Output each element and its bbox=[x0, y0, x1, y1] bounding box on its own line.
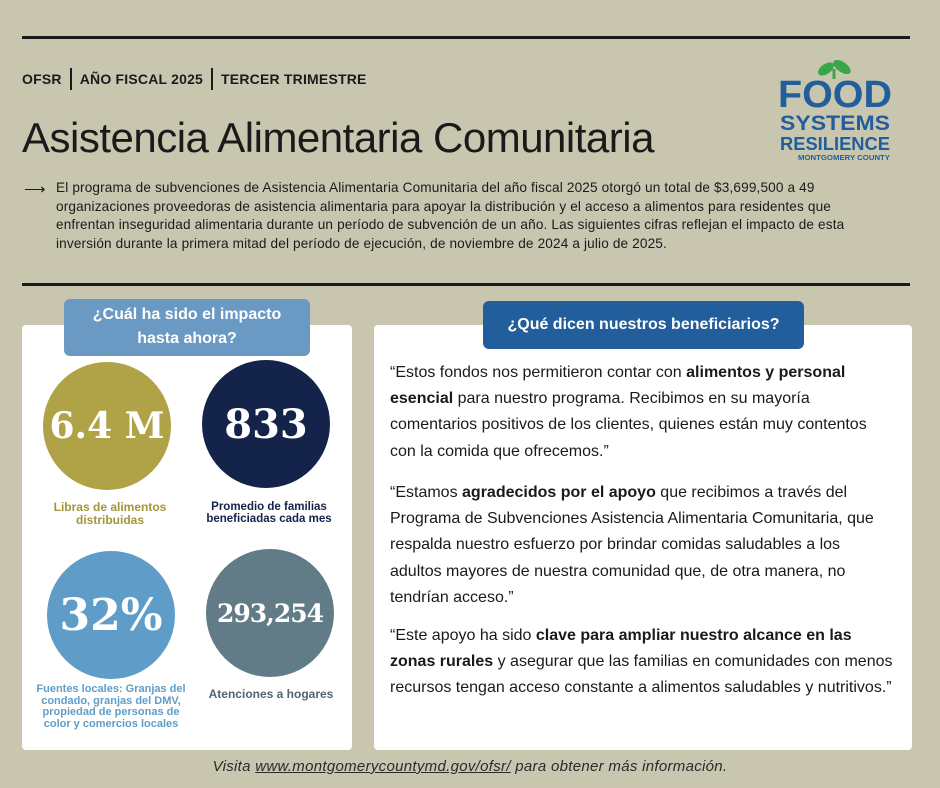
testimonials-heading: ¿Qué dicen nuestros beneficiarios? bbox=[483, 301, 804, 349]
stat-local-sources-circle: 32% bbox=[47, 551, 175, 679]
website-link[interactable]: www.montgomerycountymd.gov/ofsr/ bbox=[255, 758, 511, 775]
intro-paragraph: El programa de subvenciones de Asistencia Alimentaria Comunitaria del año fiscal 2025 otorgó un total de $3,699,500 a 49 organizaciones proveedoras de asistencia alimentaria para apoyar la distribución y el acceso a alimentos para residentes que enfrentan inseguridad alimentaria durante un período de subvención de un año. Las siguientes cifras reflejan el impacto de esta inversión durante la primera mitad del período de ejecución, de noviembre de 2024 a julio de 2025. bbox=[56, 180, 845, 251]
fiscal-year-label: AÑO FISCAL 2025 bbox=[79, 71, 204, 87]
stat-household-visits-circle: 293,254 bbox=[206, 549, 334, 677]
testimonial-quote bbox=[390, 480, 895, 611]
quote-text: para nuestro programa. Recibimos en su mayoría comentarios positivos de los clientes, quienes están muy contentos con la comida que ofrecemos.” bbox=[390, 390, 867, 460]
stat-household-visits-label: Atenciones a hogares bbox=[208, 687, 334, 701]
quote-text: “Estamos bbox=[390, 484, 463, 501]
logo-county-text: MONTGOMERY COUNTY bbox=[798, 155, 891, 162]
footer-note bbox=[0, 758, 940, 775]
meta-separator bbox=[70, 68, 72, 90]
logo-food-text: FOOD bbox=[778, 74, 892, 116]
impact-heading-line2: hasta ahora? bbox=[137, 330, 237, 347]
stat-pounds-label: Libras de alimentos distribuidas bbox=[53, 500, 167, 527]
quote-emphasis: agradecidos por el apoyo bbox=[462, 484, 656, 501]
arrow-icon: ⟶ bbox=[24, 181, 46, 198]
quote-text: que recibimos a través del Programa de Subvenciones Asistencia Alimentaria Comunitaria, que respalda nuestro esfuerzo por brindar comidas saludables a los adultos mayores de nuestra comunidad que, de otra manera, no tendrían acceso.” bbox=[390, 484, 874, 606]
food-systems-resilience-logo bbox=[776, 55, 896, 165]
stat-pounds-circle: 6.4 M bbox=[43, 362, 171, 490]
stat-local-sources-label: Fuentes locales: Granjas del condado, granjas del DMV, propiedad de personas de color y comercios locales bbox=[36, 683, 186, 730]
testimonial-quote bbox=[390, 623, 895, 702]
testimonial-quote bbox=[390, 360, 895, 465]
impact-heading bbox=[64, 299, 310, 356]
top-rule bbox=[22, 36, 910, 39]
quote-text: “Estos fondos nos permitieron contar con bbox=[390, 364, 687, 381]
quote-text: “Este apoyo ha sido bbox=[390, 627, 536, 644]
logo-systems-text: SYSTEMS bbox=[780, 112, 890, 135]
meta-separator bbox=[211, 68, 213, 90]
middle-rule bbox=[22, 283, 910, 286]
report-meta bbox=[22, 68, 367, 90]
quote-emphasis: clave para ampliar nuestro alcance en las zonas rurales bbox=[390, 627, 852, 671]
stat-families-circle: 833 bbox=[202, 360, 330, 488]
quote-emphasis: alimentos y personal esencial bbox=[390, 364, 846, 408]
org-label: OFSR bbox=[22, 71, 62, 87]
footer-text: Visita bbox=[212, 758, 256, 775]
impact-heading-line1: ¿Cuál ha sido el impacto bbox=[92, 306, 282, 323]
page-title: Asistencia Alimentaria Comunitaria bbox=[22, 114, 654, 161]
logo-resilience-text: RESILIENCE bbox=[780, 134, 890, 154]
quote-text: y asegurar que las familias en comunidades con menos recursos tengan acceso constante a alimentos saludables y nutritivos.” bbox=[390, 653, 893, 697]
quarter-label: TERCER TRIMESTRE bbox=[221, 71, 367, 87]
footer-text: para obtener más información. bbox=[510, 758, 728, 775]
stat-families-label: Promedio de familias beneficiadas cada mes bbox=[206, 501, 332, 525]
